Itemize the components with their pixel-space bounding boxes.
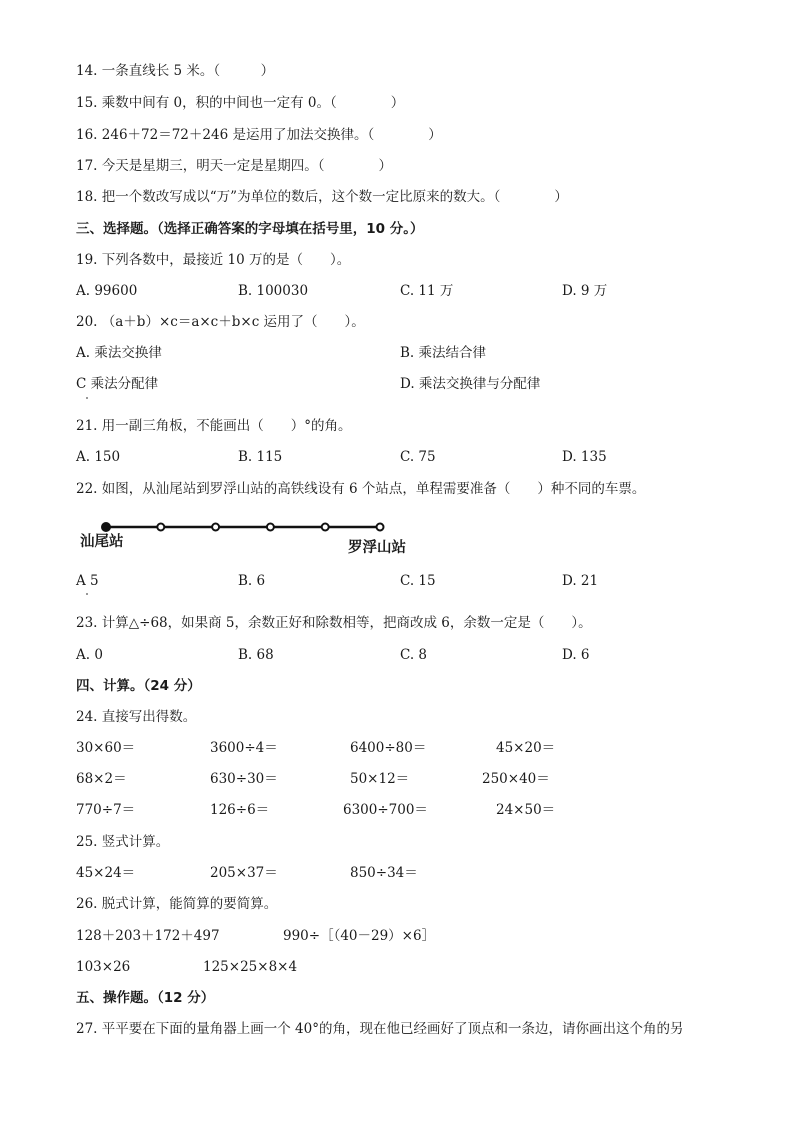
q23-option-b: B. 68 [238,647,274,663]
q26-item: 128＋203＋172＋497 [76,928,220,944]
q24-item: 45×20＝ [496,740,556,756]
station-dot [267,524,274,531]
stray-dot [86,593,88,595]
q24-item: 3600÷4＝ [210,740,278,756]
q20-option-d: D. 乘法交换律与分配律 [400,376,541,392]
q19-option-a: A. 99600 [76,283,138,299]
q21-option-b: B. 115 [238,449,283,465]
question-22-stem: 22. 如图，从汕尾站到罗浮山站的高铁线设有 6 个站点，单程需要准备（ ）种不同的车票。 [76,481,646,497]
station-dot [377,524,384,531]
q20-option-b: B. 乘法结合律 [400,345,487,361]
station-dot [322,524,329,531]
question-17: 17. 今天是星期三，明天一定是星期四。（ ） [76,158,393,174]
q22-option-c: C. 15 [400,573,436,589]
station-dot [157,524,164,531]
q22-option-a: A 5 [76,573,99,589]
q21-option-a: A. 150 [76,449,121,465]
station-dot [212,524,219,531]
railway-line-diagram [96,516,396,538]
q20-option-c: C 乘法分配律 [76,376,159,392]
question-21-stem: 21. 用一副三角板，不能画出（ ）°的角。 [76,418,352,434]
question-20-stem: 20. （a＋b）×c＝a×c＋b×c 运用了（ ）。 [76,314,365,330]
q25-item: 850÷34＝ [350,865,418,881]
q19-option-d: D. 9 万 [562,283,608,299]
q23-option-d: D. 6 [562,647,590,663]
question-15: 15. 乘数中间有 0，积的中间也一定有 0。（ ） [76,95,405,111]
q21-option-d: D. 135 [562,449,607,465]
q24-item: 6300÷700＝ [343,802,428,818]
q24-item: 68×2＝ [76,771,127,787]
section-5-heading: 五、操作题。（12 分） [76,990,215,1006]
q24-item: 24×50＝ [496,802,556,818]
question-24-stem: 24. 直接写出得数。 [76,709,197,725]
q26-item: 125×25×8×4 [203,959,298,975]
q23-option-c: C. 8 [400,647,428,663]
stray-dot [86,397,88,399]
q26-item: 990÷［（40－29）×6］ [283,928,436,944]
station-start-label: 汕尾站 [80,534,124,550]
q24-item: 30×60＝ [76,740,136,756]
question-27-stem: 27. 平平要在下面的量角器上画一个 40°的角，现在他已经画好了顶点和一条边，请你画出这个角的另 [76,1021,684,1037]
section-4-heading: 四、计算。（24 分） [76,678,201,694]
q24-item: 50×12＝ [350,771,410,787]
question-26-stem: 26. 脱式计算，能简算的要简算。 [76,896,278,912]
q19-option-c: C. 11 万 [400,283,454,299]
q22-option-b: B. 6 [238,573,266,589]
question-18: 18. 把一个数改写成以“万”为单位的数后，这个数一定比原来的数大。（ ） [76,189,568,205]
q25-item: 205×37＝ [210,865,278,881]
q25-item: 45×24＝ [76,865,136,881]
q19-option-b: B. 100030 [238,283,309,299]
q22-option-d: D. 21 [562,573,599,589]
q20-option-a: A. 乘法交换律 [76,345,162,361]
q24-item: 770÷7＝ [76,802,136,818]
q24-item: 126÷6＝ [210,802,270,818]
q24-item: 6400÷80＝ [350,740,427,756]
question-19-stem: 19. 下列各数中，最接近 10 万的是（ ）。 [76,252,351,268]
q26-item: 103×26 [76,959,131,975]
question-23-stem: 23. 计算△÷68，如果商 5，余数正好和除数相等，把商改成 6，余数一定是（ ）。 [76,615,592,631]
q24-item: 630÷30＝ [210,771,278,787]
question-14: 14. 一条直线长 5 米。（ ） [76,63,275,79]
station-end-label: 罗浮山站 [348,540,406,556]
question-25-stem: 25. 竖式计算。 [76,834,170,850]
q21-option-c: C. 75 [400,449,436,465]
q23-option-a: A. 0 [76,647,103,663]
question-16: 16. 246＋72＝72＋246 是运用了加法交换律。（ ） [76,127,442,143]
q24-item: 250×40＝ [482,771,550,787]
section-3-heading: 三、选择题。（选择正确答案的字母填在括号里，10 分。） [76,221,424,237]
